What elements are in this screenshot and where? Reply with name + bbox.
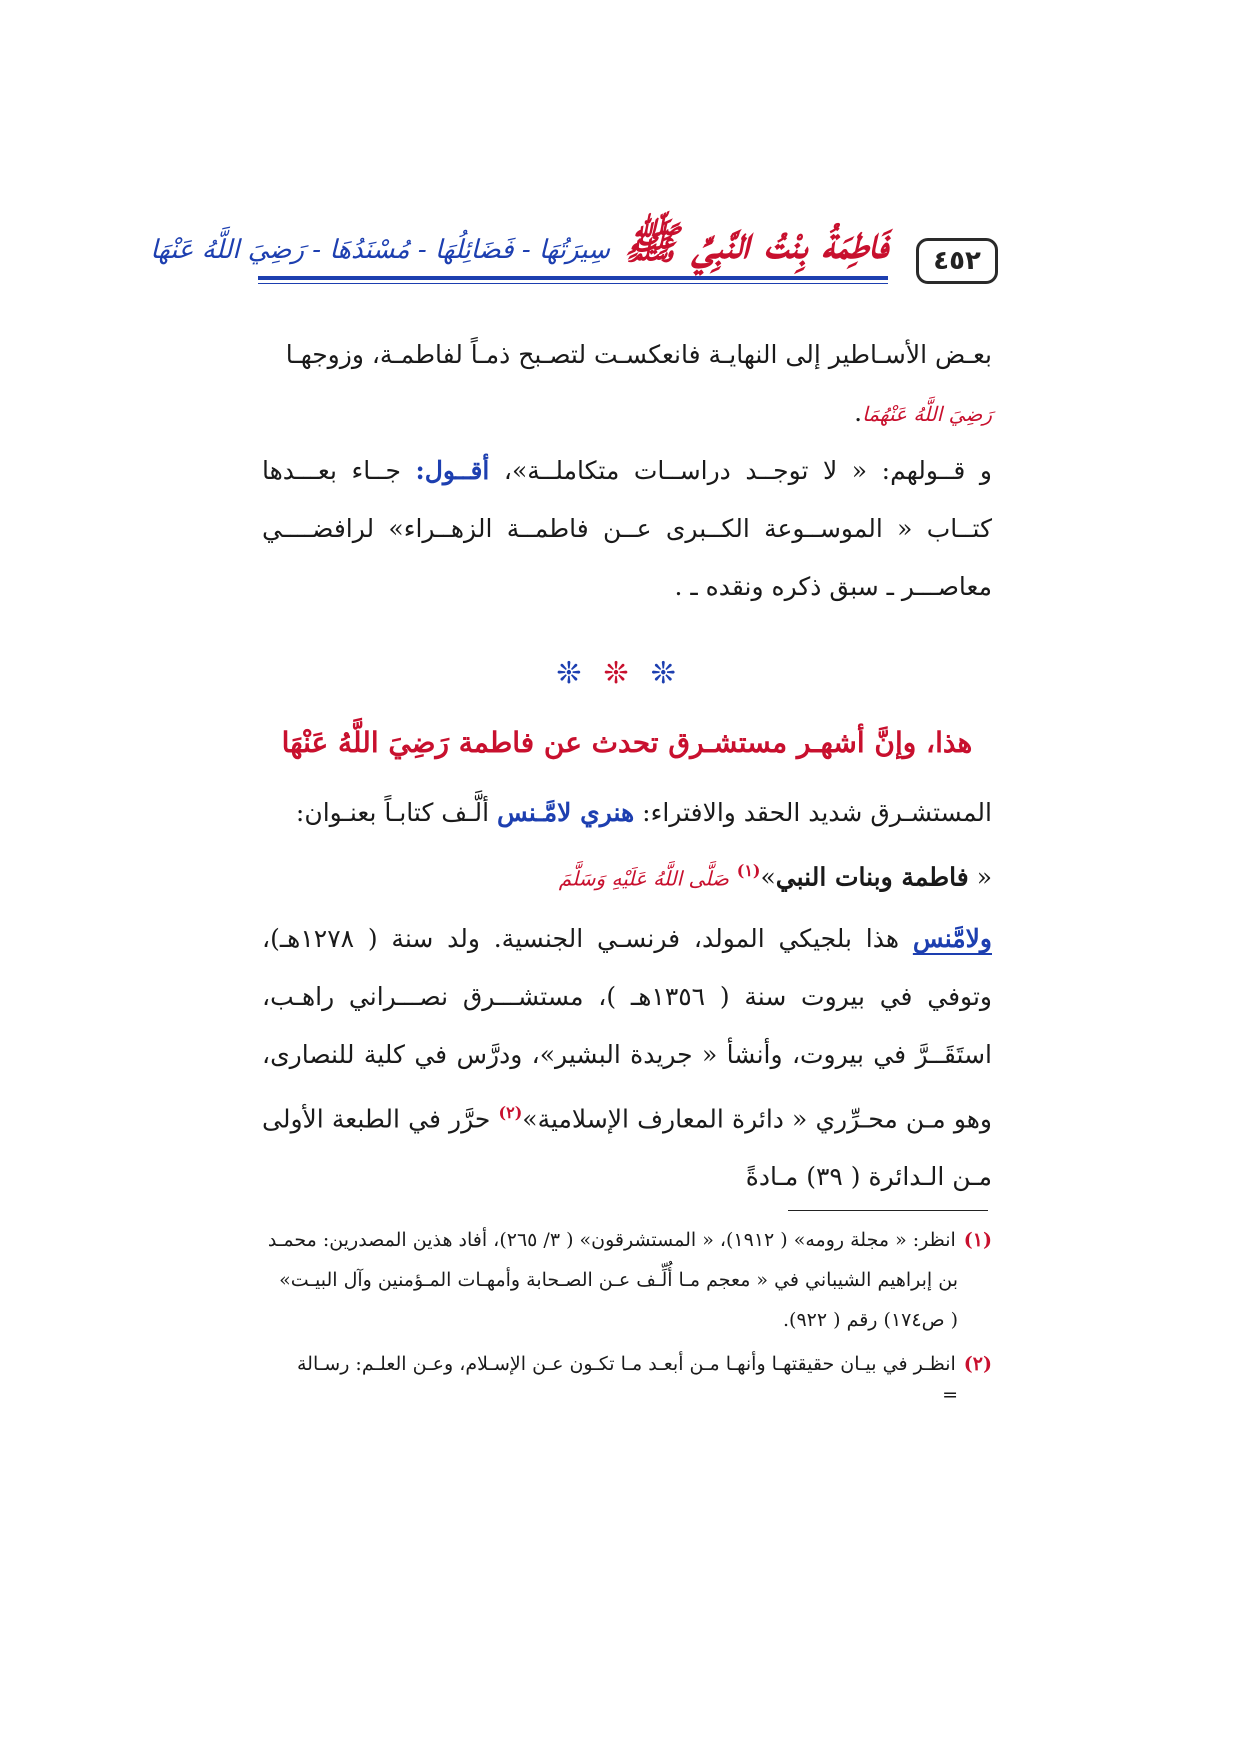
paragraph-3 [262,784,992,907]
footnote-2-number: (٢) [963,1353,992,1375]
section-heading [262,718,992,768]
quote-open: « [968,862,992,892]
paragraph-1-text: بعـض الأسـاطير إلى النهايـة فانعكسـت لتصـبح ذمـاً لفاطمـة، وزوجهـا [285,340,992,369]
honorific-radiyallahu-anhuma: رَضِيَ اللَّهُ عَنْهُمَا [862,402,992,426]
footnotes [262,1220,992,1410]
footnote-2 [262,1344,992,1406]
honorific-sallallahu-alayhi-wasallam: صَلَّى اللَّهُ عَلَيْهِ وَسَلَّمَ [558,866,729,891]
quote-close: » [760,862,776,892]
footnote-1-line-1: انظر: « مجلة رومه» ( ١٩١٢)، « المستشرقون» ( ٣/ ٢٦٥)، أفاد هذين المصدرين: محمـد [267,1229,956,1251]
footnote-1-number: (١) [963,1229,992,1251]
paragraph-4-text-a: هذا بلجيكي المولد، فرنسـي الجنسية. ولد سنة ( ١٢٧٨هـ)، وتوفي في بيروت سنة ( ١٣٥٦هـ )، مستشـــرق نصـــراني راهـب، استَقَــرَّ في بيروت، وأنشأ « جريدة البشير»، ودرَّس في كلية للنصارى، وهو مـن محـرِّري « دائرة المعارف الإسلامية» [262,924,993,1134]
paragraph-1 [262,326,992,443]
book-subtitle-calligraphy: سِيرَتُهَا - فَضَائِلُهَا - مُسْنَدُهَا - رَضِيَ اللَّهُ عَنْهَا [150,235,610,265]
aqulu-label: أقــول: [415,456,490,485]
honorific-radiyallahu-anha: رَضِيَ اللَّهُ عَنْهَا [281,726,449,759]
separator-star-icon: ❊ [556,656,604,691]
footnote-ref-1: (١) [736,861,761,880]
header-rule-thick [258,276,888,280]
footnote-2-text: انظـر في بيـان حقيقتهـا وأنهـا مـن أبعـد مـا تكـون عـن الإسـلام، وعـن العلـم: رسـالة [296,1353,956,1375]
paragraph-2-text-b: جــاء بعـــدها كتــاب « الموســوعة الكــبرى عــن فاطمــة الزهــراء» لرافضــــي معاصـــر ـ سبق ذكره ونقده ـ . [262,456,992,601]
page-number: ٤٥٢ [916,238,998,284]
footnote-1 [262,1220,992,1340]
footnote-1-line-3: ( ص١٧٤) رقم ( ٩٢٢). [783,1309,958,1331]
paragraph-2 [262,442,992,616]
paragraph-3-text-b: ألَّـف كتابـاً بعنـوان: [295,798,498,827]
separator-star-icon: ❊ [650,656,698,691]
book-title: فاطمة وبنات النبي [775,862,969,892]
footnote-1-line-2: بن إبراهيم الشيباني في « معجم مـا أُلِّـف عـن الصـحابة وأمهـات المـؤمنين وآل البيـت» [279,1269,958,1291]
section-separator [262,656,992,691]
paragraph-4 [262,910,992,1206]
section-heading-text: هذا، وإنَّ أشهـر مستشـرق تحدث عن فاطمة [458,726,973,759]
book-title-calligraphy: فَاطِمَةُ بِنْتُ النَّبِيِّ ﷺ [624,218,888,269]
continuation-mark: = [942,1384,958,1406]
orientalist-name: هنري لامَّـنس [497,798,635,827]
paragraph-2-text-a: و قــولهم: « لا توجــد دراســات متكاملــة»، [489,456,992,485]
footnote-separator [788,1210,988,1211]
page-header [150,208,998,288]
running-title [150,216,888,280]
paragraph-3-text-a: المستشـرق شديد الحقد والافتراء: [634,798,992,827]
separator-star-icon: ❊ [603,656,651,691]
footnote-ref-2: (٢) [498,1103,523,1122]
paragraph-4-text-b: حرَّر في الطبعة الأولى مـن الـدائرة ( ٣٩) مـادةً [262,1104,992,1192]
header-rule-thin [258,283,888,284]
paragraph-1-end: . [854,398,863,427]
orientalist-name-link: ولامَّنس [912,924,992,953]
